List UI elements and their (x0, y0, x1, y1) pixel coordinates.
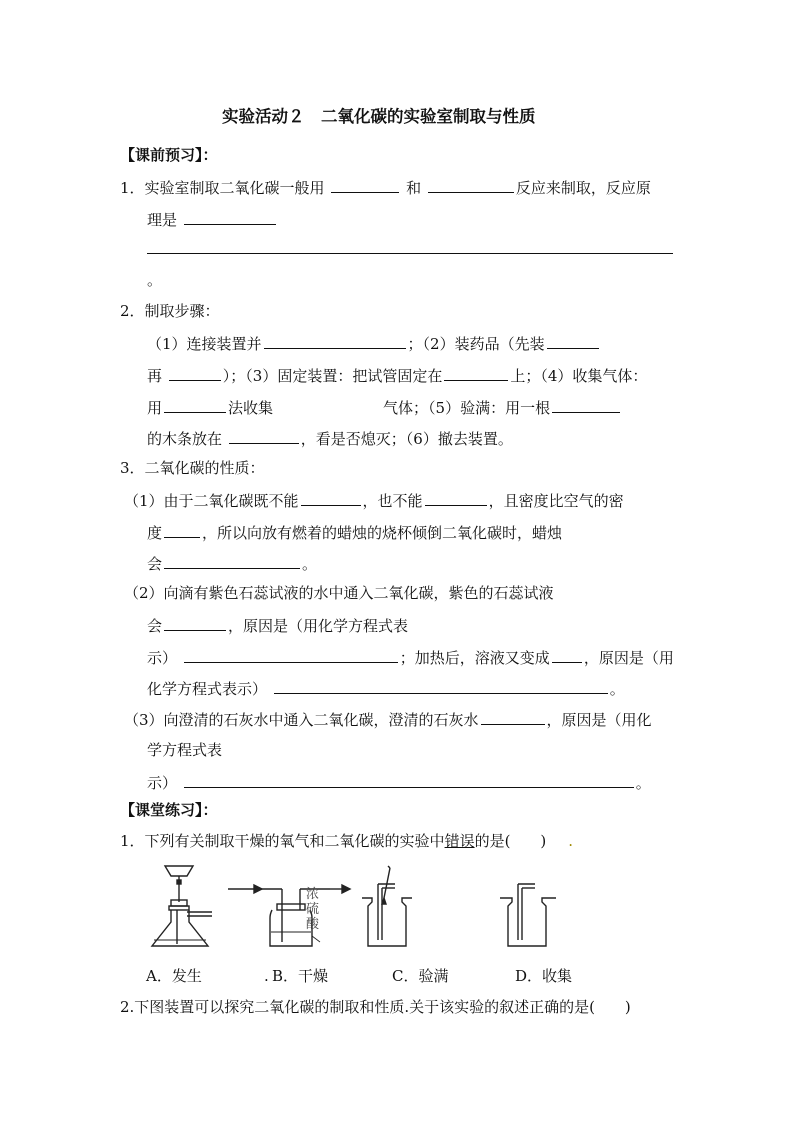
preview-q2-line2 (147, 364, 647, 386)
practice-q1-text: 下列有关制取干燥的氧气和二氧化碳的实验中 (144, 832, 445, 850)
q1-end-mark: 。 (147, 271, 163, 289)
acid-label-2: 硫 (306, 902, 320, 917)
q2-text: ；（2）装药品（先装 (407, 335, 545, 353)
q3-text: 化学方程式表示） (147, 680, 268, 698)
blank-input[interactable] (164, 521, 200, 538)
blank-input[interactable] (184, 208, 276, 225)
blank-input[interactable] (164, 396, 226, 413)
q3-text: 。 (302, 555, 318, 573)
emphasis-wrong: 错误 (444, 832, 475, 850)
blank-input[interactable] (264, 332, 406, 349)
generator-flask-icon (152, 866, 212, 946)
q3-p3-line1 (124, 708, 652, 730)
blank-input[interactable] (444, 364, 508, 381)
q2-text: 气体；（5）验满：用一根 (383, 399, 551, 417)
preview-q3-heading (120, 458, 265, 478)
q3-p2-line4 (147, 677, 625, 699)
q2-text: ，看是否熄灭；（6）撤去装置。 (300, 430, 513, 448)
q3-p2-line3 (147, 646, 674, 668)
preview-q2-line4 (147, 427, 513, 449)
preview-q2-line1 (147, 332, 601, 354)
q2-text: 上；（4）收集气体： (510, 367, 648, 385)
q3-text: ，原因是（用化 (546, 711, 652, 729)
option-a[interactable]: A．发生 (146, 967, 202, 985)
practice-q1-text: 的是( ) (474, 832, 547, 850)
practice-q1-number: 1． (120, 832, 145, 850)
acid-label-3: 酸 (306, 917, 320, 932)
blank-input[interactable] (301, 489, 361, 506)
long-answer-line[interactable] (147, 253, 673, 254)
q3-text: 会 (147, 555, 163, 573)
section-heading-practice: 【课堂练习】： (120, 801, 218, 819)
q3-text: ，原因是（用 (583, 649, 674, 667)
page-title: 实验活动２ 二氧化碳的实验室制取与性质 (222, 107, 536, 126)
q3-p2-line1: （2）向滴有紫色石蕊试液的水中通入二氧化碳，紫色的石蕊试液 (124, 584, 554, 602)
q3-text: ，原因是（用化学方程式表 (228, 617, 409, 635)
stray-dot: . (568, 832, 574, 850)
blank-input[interactable] (547, 332, 599, 349)
preview-q1-line2 (147, 208, 278, 230)
q1-number: 1． (120, 179, 145, 197)
q3-text: 示） (147, 774, 178, 792)
q3-text: 度 (147, 524, 163, 542)
q3-text: （3）向澄清的石灰水中通入二氧化碳，澄清的石灰水 (124, 711, 479, 729)
q3-text: （1）由于二氧化碳既不能 (124, 492, 299, 510)
apparatus-figure (140, 860, 560, 955)
blank-input[interactable] (274, 677, 608, 694)
q2-text: 用 (147, 399, 163, 417)
option-b[interactable]: B．干燥 (272, 967, 329, 985)
q2-text: 的木条放在 (147, 430, 223, 448)
preview-q1-line1 (120, 176, 651, 198)
preview-q2-line3 (147, 396, 622, 418)
q3-heading-text: 二氧化碳的性质： (144, 459, 265, 477)
blank-input[interactable] (184, 646, 398, 663)
section-heading-preview: 【课前预习】： (120, 146, 218, 164)
q3-text: ，且密度比空气的密 (488, 492, 624, 510)
option-b-prefix: . (264, 967, 269, 985)
blank-input[interactable] (331, 176, 399, 193)
practice-q2-stem: 2.下图装置可以探究二氧化碳的制取和性质.关于该实验的叙述正确的是( ) (120, 998, 631, 1016)
blank-input[interactable] (164, 614, 226, 631)
collection-jar-icon (500, 884, 556, 946)
blank-input[interactable] (169, 364, 221, 381)
blank-input[interactable] (552, 396, 620, 413)
q3-number: 3． (120, 459, 145, 477)
q2-text: 再 (147, 367, 163, 385)
blank-input[interactable] (481, 708, 545, 725)
q3-p3-line2: 学方程式表 (147, 741, 223, 759)
q3-text: 。 (609, 680, 625, 698)
q2-text: ）；（3）固定装置：把试管固定在 (222, 367, 443, 385)
q1-text-c: 反应来制取，反应原 (515, 179, 651, 197)
option-c[interactable]: C．验满 (392, 967, 449, 985)
preview-q2-heading (120, 301, 220, 321)
q2-text: （1）连接装置并 (147, 335, 262, 353)
q3-p2-line2 (147, 614, 408, 636)
blank-input[interactable] (552, 646, 582, 663)
q3-text: 。 (635, 774, 651, 792)
blank-input[interactable] (184, 771, 634, 788)
q3-text: 示） (147, 649, 178, 667)
acid-label-1: 浓 (306, 887, 320, 902)
drying-bottle-icon (258, 889, 330, 946)
blank-input[interactable] (164, 552, 300, 569)
blank-input[interactable] (425, 489, 487, 506)
q3-p3-line3 (147, 771, 651, 793)
q3-text: ，所以向放有燃着的蜡烛的烧杯倾倒二氧化碳时，蜡烛 (202, 524, 563, 542)
blank-input[interactable] (428, 176, 514, 193)
q3-p1-line3 (147, 552, 317, 574)
q3-text: 会 (147, 617, 163, 635)
q1-text-a: 实验室制取二氧化碳一般用 (144, 179, 325, 197)
q3-text: ，也不能 (362, 492, 423, 510)
q2-number: 2． (120, 302, 145, 320)
full-check-jar-icon (362, 866, 412, 946)
practice-q1-stem (120, 831, 573, 851)
q3-p1-line1 (124, 489, 624, 511)
q1-text-b: 和 (406, 179, 422, 197)
q2-heading-text: 制取步骤： (144, 302, 220, 320)
option-d[interactable]: D．收集 (515, 967, 573, 985)
q3-text: ；加热后，溶液又变成 (399, 649, 550, 667)
q1-text-d: 理是 (147, 211, 178, 229)
blank-input[interactable] (229, 427, 299, 444)
q2-text: 法收集 (228, 399, 274, 417)
q3-p1-line2 (147, 521, 562, 543)
